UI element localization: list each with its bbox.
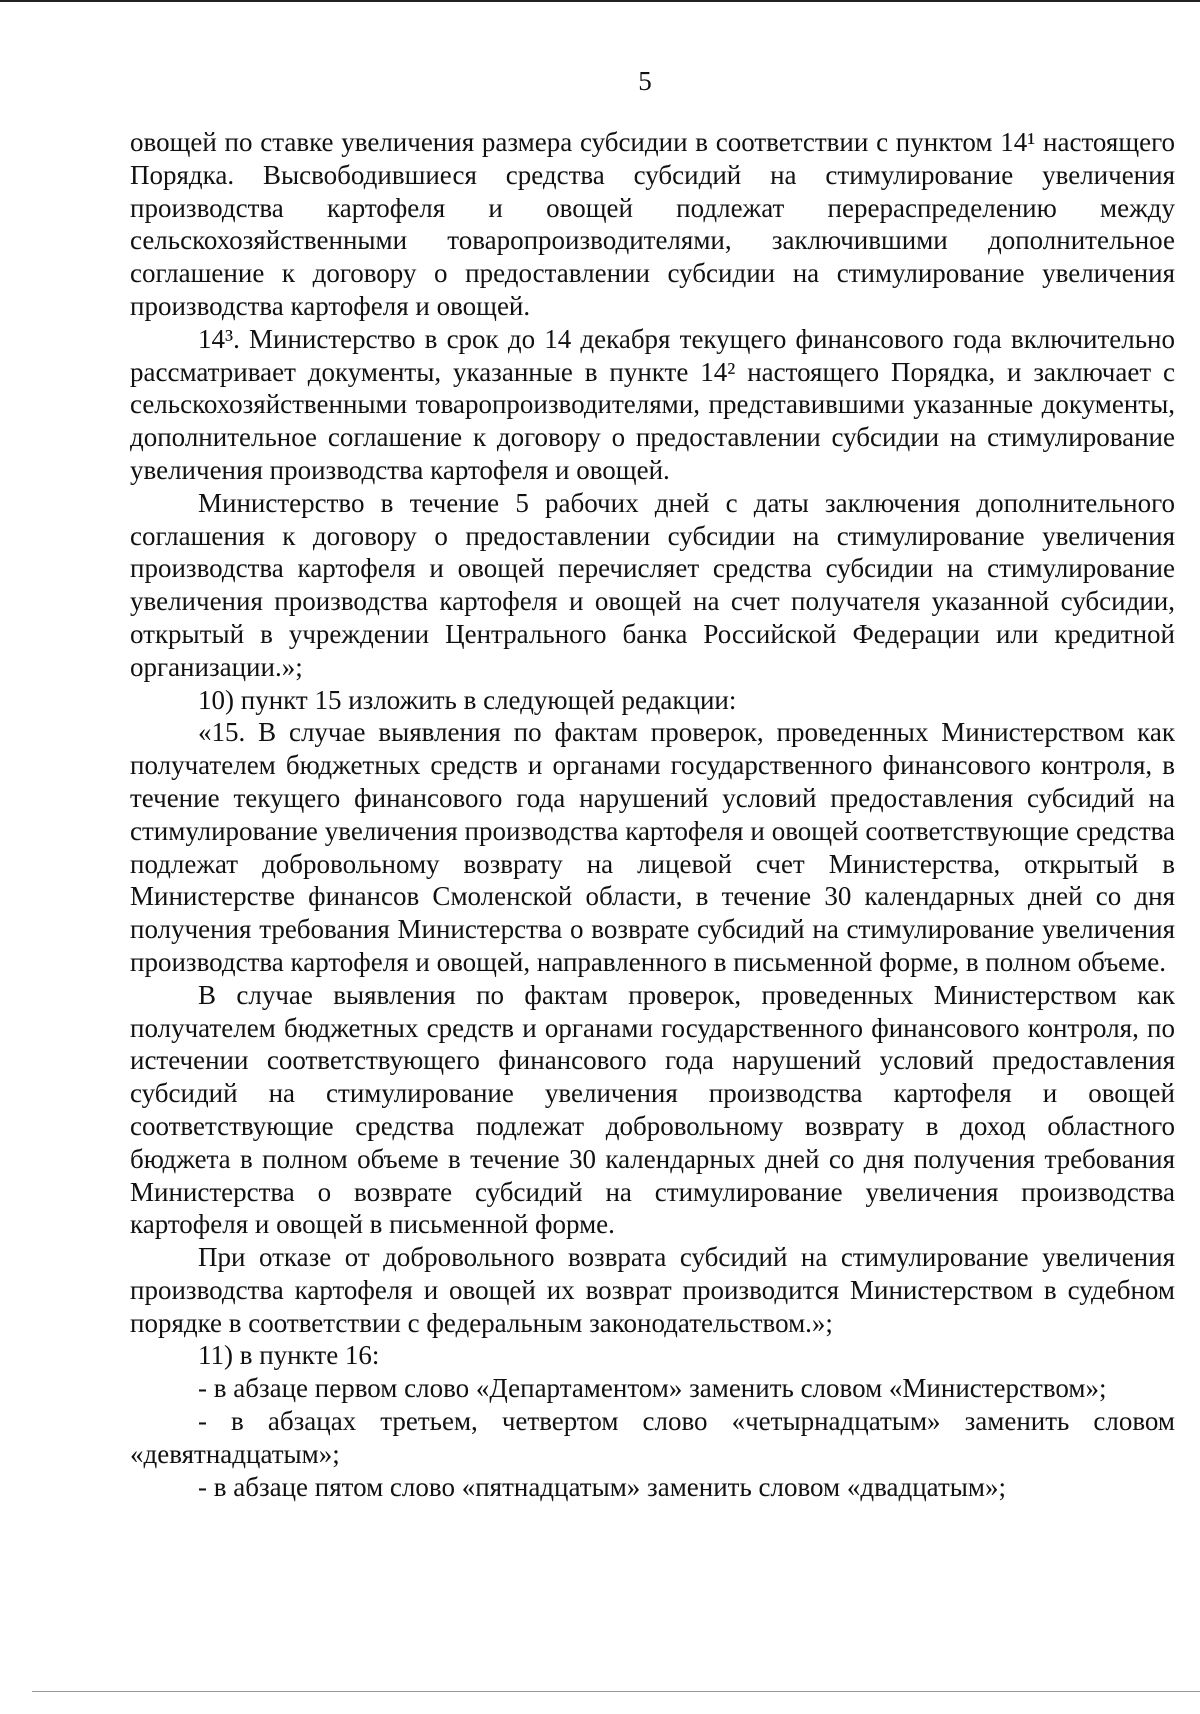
paragraph-11: - в абзаце пятом слово «пятнадцатым» заменить словом «двадцатым»; [198, 1471, 1006, 1502]
paragraph-1: овощей по ставке увеличения размера субсидии в соответствии с пунктом 14¹ настоящего Порядка. Высвободившиеся средства субсидий на стимулирование увеличения производства картофеля и овощей подлежат перераспределению между сельскохозяйственными товаропроизводителями, заключившими дополнительное соглашение к договору о предоставлении субсидии на стимулирование увеличения производства картофеля и овощей. [130, 127, 1175, 321]
paragraph-5: «15. В случае выявления по фактам проверок, проведенных Министерством как получателем бюджетных средств и органами государственного финансового контроля, в течение текущего финансового года нарушений условий предоставления субсидий на стимулирование увеличения производства картофеля и овощей соответствующие средства подлежат добровольному возврату на лицевой счет Министерства, открытый в Министерстве финансов Смоленской области, в течение 30 календарных дней со дня получения требования Министерства о возврате субсидий на стимулирование увеличения производства картофеля и овощей, направленного в письменной форме, в полном объеме. [130, 717, 1175, 977]
paragraph-9: - в абзаце первом слово «Департаментом» заменить словом «Министерством»; [198, 1373, 1107, 1404]
paragraph-6: В случае выявления по фактам проверок, проведенных Министерством как получателем бюджетных средств и органами государственного финансового контроля, по истечении соответствующего финансового года нарушений условий предоставления субсидий на стимулирование увеличения производства картофеля и овощей соответствующие средства подлежат добровольному возврату в доход областного бюджета в полном объеме в течение 30 календарных дней со дня получения требования Министерства о возврате субсидий на стимулирование увеличения производства картофеля и овощей в письменной форме. [130, 979, 1175, 1240]
paragraph-3: Министерство в течение 5 рабочих дней с даты заключения дополнительного соглашения к договору о предоставлении субсидии на стимулирование увеличения производства картофеля и овощей перечисляет средства субсидии на стимулирование увеличения производства картофеля и овощей на счет получателя указанной субсидии, открытый в учреждении Центрального банка Российской Федерации или кредитной организации.»; [130, 487, 1175, 682]
paragraph-4: 10) пункт 15 изложить в следующей редакции: [198, 684, 737, 715]
paragraph-10: - в абзацах третьем, четвертом слово «четырнадцатым» заменить словом «девятнадцатым»; [130, 1406, 1175, 1469]
paragraph-7: При отказе от добровольного возврата субсидий на стимулирование увеличения производства картофеля и овощей их возврат производится Министерством в судебном порядке в соответствии с федеральным законодательством.»; [130, 1242, 1175, 1338]
paragraph-8: 11) в пункте 16: [198, 1340, 380, 1371]
page-number: 5 [638, 66, 652, 96]
document-body [130, 126, 1175, 1503]
scan-bottom-edge [32, 1691, 1200, 1692]
paragraph-2: 14³. Министерство в срок до 14 декабря текущего финансового года включительно рассматривает документы, указанные в пункте 14² настоящего Порядка, и заключает с сельскохозяйственными товаропроизводителями, представившими указанные документы, дополнительное соглашение к договору о предоставлении субсидии на стимулирование увеличения производства картофеля и овощей. [130, 323, 1175, 485]
